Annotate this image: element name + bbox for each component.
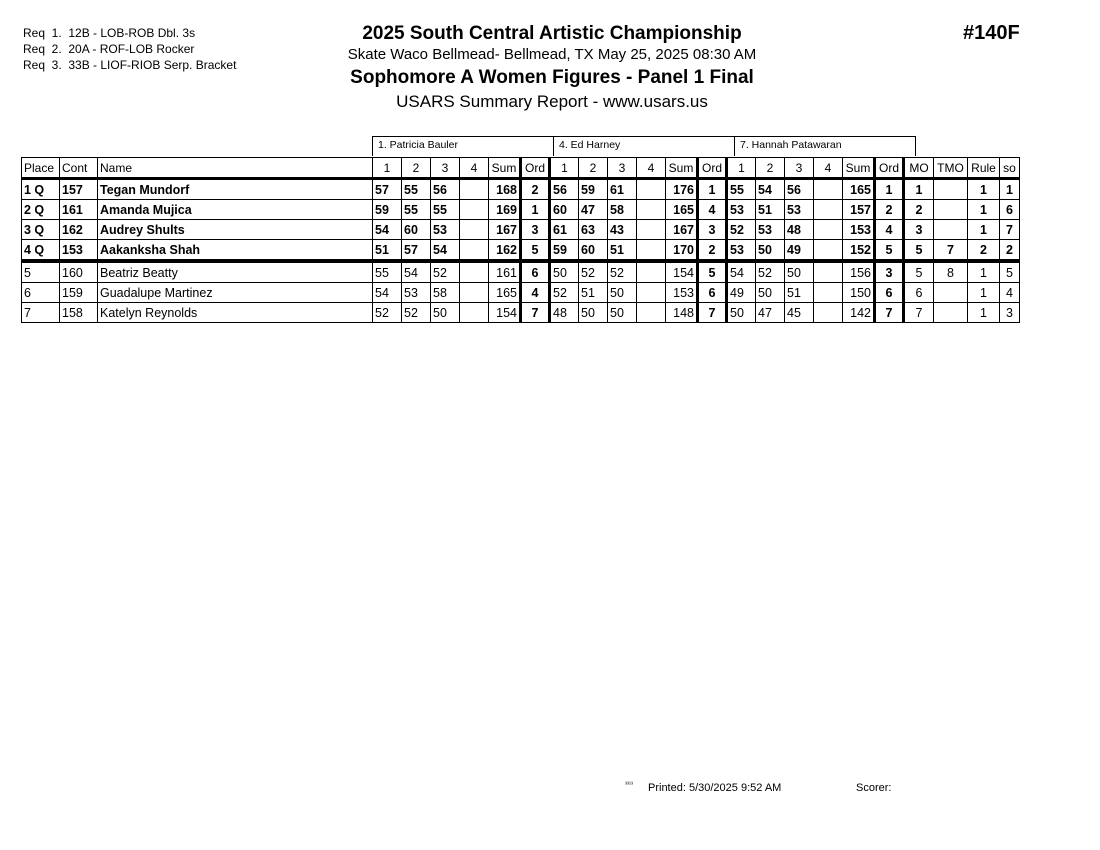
- col-j3-ord: Ord: [875, 158, 904, 179]
- judge-2-score-2-cell: 63: [579, 220, 608, 240]
- printed-timestamp: Printed: 5/30/2025 9:52 AM: [648, 782, 782, 794]
- judge-1-sum-cell: 154: [489, 303, 521, 323]
- table-row: [22, 283, 1020, 303]
- event-title: Sophomore A Women Figures - Panel 1 Final: [350, 67, 754, 88]
- so-cell: 5: [1000, 261, 1020, 283]
- judge-3-ordinal-cell: 6: [875, 283, 904, 303]
- judge-1-score-2-cell: 55: [402, 179, 431, 200]
- skater-name-cell: Aakanksha Shah: [98, 240, 373, 262]
- judge-3-sum-cell: 157: [843, 200, 875, 220]
- judge-1-score-2-cell: 54: [402, 261, 431, 283]
- col-j3-score2: 2: [756, 158, 785, 179]
- judge-3-score-3-cell: 50: [785, 261, 814, 283]
- judge-1-score-4-cell: [460, 220, 489, 240]
- judge-1-score-2-cell: 55: [402, 200, 431, 220]
- place-cell: 2 Q: [22, 200, 60, 220]
- judge-1-score-3-cell: 56: [431, 179, 460, 200]
- judge-3-score-2-cell: 50: [756, 283, 785, 303]
- judge-2-score-4-cell: [637, 303, 666, 323]
- judge-2-score-4-cell: [637, 220, 666, 240]
- table-row: [22, 240, 1020, 262]
- judge-2-score-1-cell: 48: [550, 303, 579, 323]
- tmo-cell: 7: [934, 240, 968, 262]
- judge-2-sum-cell: 154: [666, 261, 698, 283]
- judge-1-score-3-cell: 52: [431, 261, 460, 283]
- judge-1-score-4-cell: [460, 179, 489, 200]
- tmo-cell: [934, 220, 968, 240]
- judge-2-label: 4. Ed Harney: [553, 136, 735, 156]
- judge-1-ordinal-cell: 4: [521, 283, 550, 303]
- judge-1-score-2-cell: 60: [402, 220, 431, 240]
- skater-name-cell: Katelyn Reynolds: [98, 303, 373, 323]
- judge-2-score-1-cell: 50: [550, 261, 579, 283]
- judge-1-score-1-cell: 57: [373, 179, 402, 200]
- judge-2-score-2-cell: 47: [579, 200, 608, 220]
- rule-cell: 1: [968, 220, 1000, 240]
- judge-3-sum-cell: 156: [843, 261, 875, 283]
- judge-2-score-3-cell: 50: [608, 303, 637, 323]
- col-j3-score3: 3: [785, 158, 814, 179]
- judge-1-score-3-cell: 53: [431, 220, 460, 240]
- table-row: [22, 303, 1020, 323]
- judge-3-ordinal-cell: 5: [875, 240, 904, 262]
- judge-3-ordinal-cell: 4: [875, 220, 904, 240]
- place-cell: 3 Q: [22, 220, 60, 240]
- skater-name-cell: Beatriz Beatty: [98, 261, 373, 283]
- judge-2-score-3-cell: 61: [608, 179, 637, 200]
- place-cell: 5: [22, 261, 60, 283]
- tmo-cell: 8: [934, 261, 968, 283]
- skater-name-cell: Amanda Mujica: [98, 200, 373, 220]
- judge-3-score-1-cell: 52: [727, 220, 756, 240]
- judge-2-score-2-cell: 52: [579, 261, 608, 283]
- judge-2-ordinal-cell: 6: [698, 283, 727, 303]
- col-j2-score4: 4: [637, 158, 666, 179]
- judge-3-score-4-cell: [814, 220, 843, 240]
- judge-2-ordinal-cell: 1: [698, 179, 727, 200]
- judge-1-ordinal-cell: 6: [521, 261, 550, 283]
- judge-3-score-4-cell: [814, 200, 843, 220]
- judge-3-score-2-cell: 47: [756, 303, 785, 323]
- requirements-list: [23, 25, 236, 73]
- judge-2-score-2-cell: 51: [579, 283, 608, 303]
- tmo-cell: [934, 179, 968, 200]
- judge-3-score-4-cell: [814, 261, 843, 283]
- judge-2-score-3-cell: 58: [608, 200, 637, 220]
- place-cell: 6: [22, 283, 60, 303]
- judge-2-score-4-cell: [637, 240, 666, 262]
- judge-3-sum-cell: 152: [843, 240, 875, 262]
- judge-1-score-1-cell: 55: [373, 261, 402, 283]
- judge-2-sum-cell: 176: [666, 179, 698, 200]
- col-place: Place: [22, 158, 60, 179]
- judge-3-score-3-cell: 51: [785, 283, 814, 303]
- skater-name-cell: Guadalupe Martinez: [98, 283, 373, 303]
- contestant-number-cell: 158: [60, 303, 98, 323]
- so-cell: 2: [1000, 240, 1020, 262]
- judge-1-score-4-cell: [460, 200, 489, 220]
- judge-1-score-3-cell: 58: [431, 283, 460, 303]
- judge-1-score-1-cell: 52: [373, 303, 402, 323]
- col-j2-sum: Sum: [666, 158, 698, 179]
- judge-2-score-4-cell: [637, 283, 666, 303]
- judge-2-score-3-cell: 52: [608, 261, 637, 283]
- judge-2-score-3-cell: 50: [608, 283, 637, 303]
- col-j2-ord: Ord: [698, 158, 727, 179]
- judge-2-sum-cell: 165: [666, 200, 698, 220]
- so-cell: 6: [1000, 200, 1020, 220]
- judge-2-sum-cell: 153: [666, 283, 698, 303]
- col-j3-score4: 4: [814, 158, 843, 179]
- skater-name-cell: Audrey Shults: [98, 220, 373, 240]
- col-j3-sum: Sum: [843, 158, 875, 179]
- judge-2-score-2-cell: 60: [579, 240, 608, 262]
- judge-3-label: 7. Hannah Patawaran: [734, 136, 916, 156]
- mo-cell: 1: [904, 179, 934, 200]
- tmo-cell: [934, 200, 968, 220]
- col-j1-score3: 3: [431, 158, 460, 179]
- judge-3-sum-cell: 142: [843, 303, 875, 323]
- rule-cell: 1: [968, 179, 1000, 200]
- judge-1-sum-cell: 162: [489, 240, 521, 262]
- table-row: [22, 220, 1020, 240]
- judge-3-score-3-cell: 48: [785, 220, 814, 240]
- col-mo: MO: [904, 158, 934, 179]
- judge-3-score-3-cell: 53: [785, 200, 814, 220]
- judge-1-score-2-cell: 57: [402, 240, 431, 262]
- rule-cell: 1: [968, 200, 1000, 220]
- judge-2-ordinal-cell: 3: [698, 220, 727, 240]
- contestant-number-cell: 157: [60, 179, 98, 200]
- judge-2-ordinal-cell: 5: [698, 261, 727, 283]
- judge-2-ordinal-cell: 4: [698, 200, 727, 220]
- tmo-cell: [934, 303, 968, 323]
- judge-3-sum-cell: 153: [843, 220, 875, 240]
- judge-1-score-2-cell: 53: [402, 283, 431, 303]
- judge-2-ordinal-cell: 7: [698, 303, 727, 323]
- judge-3-score-4-cell: [814, 303, 843, 323]
- judge-3-score-3-cell: 49: [785, 240, 814, 262]
- judge-3-score-3-cell: 56: [785, 179, 814, 200]
- col-j1-ord: Ord: [521, 158, 550, 179]
- skater-name-cell: Tegan Mundorf: [98, 179, 373, 200]
- judge-1-score-2-cell: 52: [402, 303, 431, 323]
- judge-1-ordinal-cell: 2: [521, 179, 550, 200]
- place-cell: 7: [22, 303, 60, 323]
- judge-2-score-1-cell: 52: [550, 283, 579, 303]
- judge-1-score-4-cell: [460, 303, 489, 323]
- col-j1-score4: 4: [460, 158, 489, 179]
- judge-2-sum-cell: 170: [666, 240, 698, 262]
- judge-1-score-3-cell: 54: [431, 240, 460, 262]
- results-table: [21, 157, 1020, 323]
- place-cell: 4 Q: [22, 240, 60, 262]
- judge-3-score-2-cell: 54: [756, 179, 785, 200]
- judge-1-score-4-cell: [460, 240, 489, 262]
- judge-3-ordinal-cell: 3: [875, 261, 904, 283]
- judge-1-score-1-cell: 51: [373, 240, 402, 262]
- judge-1-score-4-cell: [460, 261, 489, 283]
- judge-3-score-2-cell: 52: [756, 261, 785, 283]
- col-j1-score2: 2: [402, 158, 431, 179]
- mo-cell: 3: [904, 220, 934, 240]
- judge-1-sum-cell: 167: [489, 220, 521, 240]
- judge-3-score-1-cell: 54: [727, 261, 756, 283]
- judge-1-sum-cell: 161: [489, 261, 521, 283]
- so-cell: 3: [1000, 303, 1020, 323]
- col-name: Name: [98, 158, 373, 179]
- judge-3-ordinal-cell: 7: [875, 303, 904, 323]
- contestant-number-cell: 161: [60, 200, 98, 220]
- judge-3-score-4-cell: [814, 179, 843, 200]
- mo-cell: 2: [904, 200, 934, 220]
- judge-3-sum-cell: 150: [843, 283, 875, 303]
- contestant-number-cell: 162: [60, 220, 98, 240]
- judge-2-score-4-cell: [637, 200, 666, 220]
- judge-2-score-1-cell: 56: [550, 179, 579, 200]
- report-subtitle: USARS Summary Report - www.usars.us: [396, 92, 708, 111]
- judge-2-score-1-cell: 59: [550, 240, 579, 262]
- judge-3-score-1-cell: 53: [727, 240, 756, 262]
- so-cell: 7: [1000, 220, 1020, 240]
- col-j2-score2: 2: [579, 158, 608, 179]
- judge-2-score-1-cell: 60: [550, 200, 579, 220]
- rule-cell: 1: [968, 261, 1000, 283]
- judge-2-ordinal-cell: 2: [698, 240, 727, 262]
- judge-1-ordinal-cell: 3: [521, 220, 550, 240]
- judge-2-score-4-cell: [637, 261, 666, 283]
- requirement-3: Req 3. 33B - LIOF-RIOB Serp. Bracket: [23, 58, 237, 72]
- judge-3-ordinal-cell: 1: [875, 179, 904, 200]
- judge-2-sum-cell: 167: [666, 220, 698, 240]
- contestant-number-cell: 159: [60, 283, 98, 303]
- col-j1-sum: Sum: [489, 158, 521, 179]
- rule-cell: 2: [968, 240, 1000, 262]
- judge-3-score-4-cell: [814, 283, 843, 303]
- col-tmo: TMO: [934, 158, 968, 179]
- col-cont: Cont: [60, 158, 98, 179]
- judge-2-score-2-cell: 50: [579, 303, 608, 323]
- requirement-2: Req 2. 20A - ROF-LOB Rocker: [23, 42, 195, 56]
- col-so: so: [1000, 158, 1020, 179]
- table-row: [22, 200, 1020, 220]
- venue-line: Skate Waco Bellmead- Bellmead, TX May 25, 2025 08:30 AM: [347, 46, 757, 63]
- judge-2-score-1-cell: 61: [550, 220, 579, 240]
- so-cell: 4: [1000, 283, 1020, 303]
- judge-1-ordinal-cell: 7: [521, 303, 550, 323]
- col-j2-score1: 1: [550, 158, 579, 179]
- rule-cell: 1: [968, 283, 1000, 303]
- rule-cell: 1: [968, 303, 1000, 323]
- mo-cell: 7: [904, 303, 934, 323]
- tmo-cell: [934, 283, 968, 303]
- col-j2-score3: 3: [608, 158, 637, 179]
- col-j1-score1: 1: [373, 158, 402, 179]
- contestant-number-cell: 153: [60, 240, 98, 262]
- mo-cell: 6: [904, 283, 934, 303]
- judge-3-score-1-cell: 49: [727, 283, 756, 303]
- judge-2-sum-cell: 148: [666, 303, 698, 323]
- judge-2-score-4-cell: [637, 179, 666, 200]
- judge-1-score-4-cell: [460, 283, 489, 303]
- judge-1-ordinal-cell: 1: [521, 200, 550, 220]
- judge-3-score-4-cell: [814, 240, 843, 262]
- col-rule: Rule: [968, 158, 1000, 179]
- judge-1-score-1-cell: 54: [373, 283, 402, 303]
- judge-1-sum-cell: 165: [489, 283, 521, 303]
- judge-1-sum-cell: 168: [489, 179, 521, 200]
- col-j3-score1: 1: [727, 158, 756, 179]
- judge-3-sum-cell: 165: [843, 179, 875, 200]
- judge-2-score-3-cell: 51: [608, 240, 637, 262]
- place-cell: 1 Q: [22, 179, 60, 200]
- judge-1-ordinal-cell: 5: [521, 240, 550, 262]
- mo-cell: 5: [904, 240, 934, 262]
- judge-3-score-2-cell: 53: [756, 220, 785, 240]
- judge-3-score-1-cell: 53: [727, 200, 756, 220]
- event-number: #140F: [963, 22, 1020, 44]
- report-header: [300, 22, 804, 113]
- judge-1-score-3-cell: 55: [431, 200, 460, 220]
- so-cell: 1: [1000, 179, 1020, 200]
- table-row: [22, 261, 1020, 283]
- judge-3-score-2-cell: 51: [756, 200, 785, 220]
- footer-code: ³³¹³: [625, 782, 633, 788]
- judge-3-ordinal-cell: 2: [875, 200, 904, 220]
- judge-1-sum-cell: 169: [489, 200, 521, 220]
- judge-1-score-1-cell: 54: [373, 220, 402, 240]
- competition-title: 2025 South Central Artistic Championship: [362, 23, 742, 44]
- judge-3-score-3-cell: 45: [785, 303, 814, 323]
- requirement-1: Req 1. 12B - LOB-ROB Dbl. 3s: [23, 26, 196, 40]
- judge-1-score-1-cell: 59: [373, 200, 402, 220]
- scorer-label: Scorer:: [856, 782, 892, 794]
- table-row: [22, 179, 1020, 200]
- judge-2-score-3-cell: 43: [608, 220, 637, 240]
- judge-2-score-2-cell: 59: [579, 179, 608, 200]
- judge-1-score-3-cell: 50: [431, 303, 460, 323]
- contestant-number-cell: 160: [60, 261, 98, 283]
- judge-3-score-1-cell: 50: [727, 303, 756, 323]
- judge-3-score-1-cell: 55: [727, 179, 756, 200]
- mo-cell: 5: [904, 261, 934, 283]
- judge-1-label: 1. Patricia Bauler: [372, 136, 554, 156]
- results-header-row: [22, 158, 1020, 179]
- judge-3-score-2-cell: 50: [756, 240, 785, 262]
